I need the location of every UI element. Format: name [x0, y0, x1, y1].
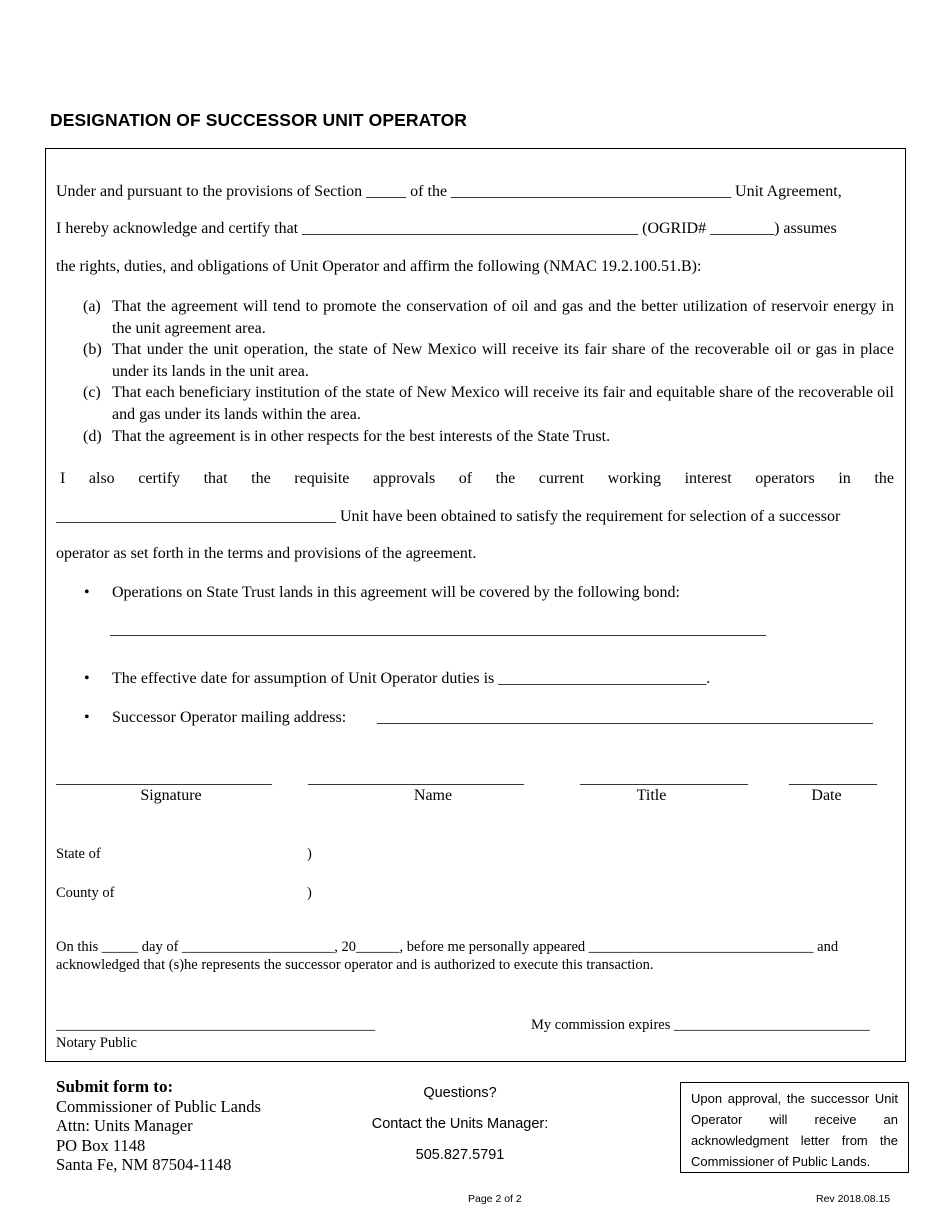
phone-number: 505.827.5791: [415, 1147, 505, 1163]
affirmation-label: (b): [83, 341, 102, 358]
state-of-label: State of: [56, 846, 101, 862]
submit-line: PO Box 1148: [56, 1135, 146, 1155]
bullet-icon: •: [84, 584, 90, 601]
date-blank: ___________: [789, 770, 877, 787]
bond-blank: __________________________________________________________________________________: [110, 621, 766, 638]
page-number: Page 2 of 2: [468, 1193, 522, 1205]
intro-line-2: I hereby acknowledge and certify that __________________________________________ (OGRID# ________) assumes: [56, 220, 837, 237]
signature-blank: ___________________________: [56, 770, 272, 787]
certify-word: also: [88, 470, 115, 487]
certify-word: the: [251, 470, 271, 487]
certify-line-2: ___________________________________ Unit have been obtained to satisfy the requirement for selection of a successor: [56, 508, 841, 525]
affirmation-d: [83, 426, 894, 448]
name-caption: Name: [413, 787, 453, 804]
submit-line: Attn: Units Manager: [56, 1116, 193, 1135]
notary-statement-text: On this _____ day of _____________________, 20______, before me personally appeared _______________________________ and: [56, 939, 839, 955]
certify-word: operators: [755, 470, 815, 487]
notary-statement-line-2: acknowledged that (s)he represents the successor operator and is authorized to execute this transaction.: [56, 957, 654, 973]
affirmation-text: That under the unit operation, the state of New Mexico will receive its fair share of the recoverable oil or gas in place under its lands in the unit area.: [112, 341, 894, 380]
submit-line: Santa Fe, NM 87504-1148: [56, 1155, 232, 1174]
affirmation-text: That the agreement will tend to promote the conservation of oil and gas and the better utilization of reservoir energy in the unit agreement area.: [112, 298, 894, 337]
date-caption: Date: [811, 787, 842, 804]
notary-statement-line-1: [56, 939, 894, 956]
affirmation-text: That each beneficiary institution of the state of New Mexico will receive its fair and equitable share of the recoverable oil and gas under its lands within the area.: [112, 384, 894, 423]
submit-address: [56, 1077, 261, 1175]
affirmation-label: (a): [83, 298, 101, 315]
name-blank: ___________________________: [308, 770, 524, 787]
affirmation-b: [83, 339, 894, 382]
certify-word: of: [458, 470, 473, 487]
paren: ): [307, 885, 312, 901]
certify-word: working: [607, 470, 661, 487]
certify-word: I: [60, 470, 66, 487]
form-title: DESIGNATION OF SUCCESSOR UNIT OPERATOR: [50, 110, 468, 130]
questions-heading: Questions?: [423, 1085, 497, 1101]
contact-label: Contact the Units Manager:: [371, 1116, 549, 1132]
certify-word: approvals: [372, 470, 436, 487]
certify-word: in: [838, 470, 851, 487]
bond-text: Operations on State Trust lands in this agreement will be covered by the following bond:: [112, 584, 680, 601]
affirmation-c: [83, 382, 894, 425]
notary-blank: ____________________________________________: [56, 1017, 375, 1033]
certify-word: current: [538, 470, 585, 487]
county-of-label: County of: [56, 885, 115, 901]
intro-line-1: Under and pursuant to the provisions of Section _____ of the ___________________________________ Unit Agreement,: [56, 183, 842, 200]
intro-line-3: the rights, duties, and obligations of Unit Operator and affirm the following (NMAC 19.2.100.51.B):: [56, 258, 702, 275]
signature-caption: Signature: [140, 787, 202, 804]
commission-expires: My commission expires ___________________________: [531, 1017, 870, 1033]
notary-caption: Notary Public: [56, 1035, 137, 1051]
bullet-icon: •: [84, 670, 90, 687]
certify-word: interest: [684, 470, 732, 487]
certify-word: that: [203, 470, 228, 487]
paren: ): [307, 846, 312, 862]
affirmation-label: (d): [83, 428, 102, 445]
affirmation-text: That the agreement is in other respects for the best interests of the State Trust.: [112, 428, 611, 445]
certify-word: requisite: [294, 470, 350, 487]
address-blank: ______________________________________________________________: [377, 709, 873, 726]
approval-note: Upon approval, the successor Unit Operator will receive an acknowledgment letter from the Commissioner of Public Lands.: [680, 1082, 909, 1173]
certify-word: the: [495, 470, 516, 487]
affirmation-a: [83, 296, 894, 339]
address-label: Successor Operator mailing address:: [112, 709, 347, 726]
effective-date-text: The effective date for assumption of Unit Operator duties is __________________________.: [112, 670, 711, 687]
affirmation-label: (c): [83, 384, 101, 401]
certify-word: certify: [138, 470, 181, 487]
title-blank: _____________________: [580, 770, 748, 787]
submit-line: Commissioner of Public Lands: [56, 1096, 261, 1116]
form-frame: [45, 148, 906, 1062]
certify-word: the: [874, 470, 894, 487]
certify-line-1: [60, 470, 894, 488]
certify-line-3: operator as set forth in the terms and provisions of the agreement.: [56, 545, 477, 562]
title-caption: Title: [636, 787, 667, 804]
submit-heading: Submit form to:: [56, 1077, 174, 1096]
revision: Rev 2018.08.15: [816, 1193, 891, 1205]
bullet-icon: •: [84, 709, 90, 726]
